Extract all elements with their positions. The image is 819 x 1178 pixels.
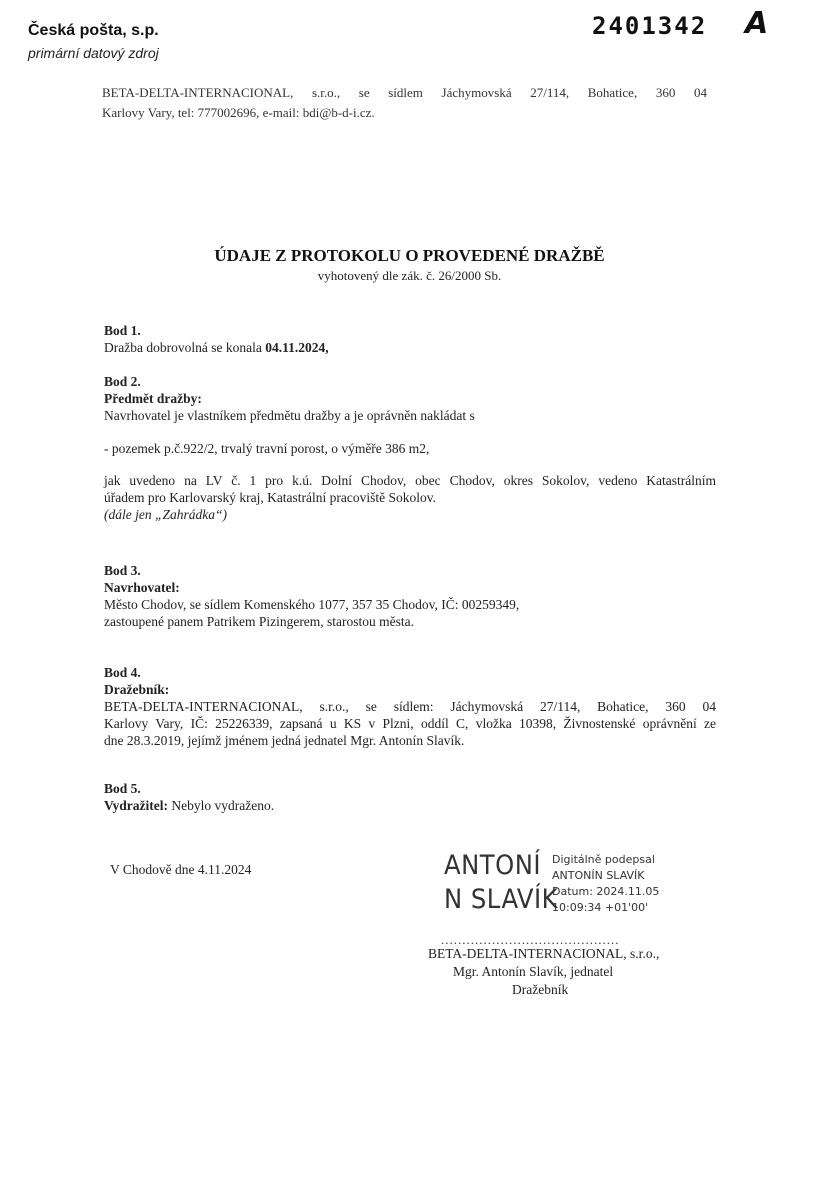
section-heading: Bod 5.: [104, 781, 141, 796]
section-heading: Bod 4.: [104, 665, 141, 680]
auctioneer-line-1: BETA-DELTA-INTERNACIONAL, s.r.o., se sídlem: Jáchymovská 27/114, Bohatice, 360 04: [104, 699, 716, 714]
data-source-label: primární datový zdroj: [28, 45, 159, 61]
signature-person: Mgr. Antonín Slavík, jednatel: [453, 964, 614, 979]
letterhead-line-1: BETA-DELTA-INTERNACIONAL, s.r.o., se sídlem Jáchymovská 27/114, Bohatice, 360 04: [102, 85, 707, 100]
signature-name-line-1: ANTONÍ: [444, 850, 542, 881]
section-subheading: Dražebník:: [104, 682, 170, 697]
section-subheading: Předmět dražby:: [104, 391, 202, 406]
subject-alias: (dále jen „Zahrádka“): [104, 507, 227, 522]
signature-name-line-2: N SLAVÍK: [444, 884, 559, 915]
signature-info-4: 10:09:34 +01'00': [552, 901, 649, 914]
buyer-value: Nebylo vydraženo.: [168, 798, 275, 813]
ceska-posta-label: Česká pošta, s.p.: [28, 22, 159, 39]
subject-description: [104, 472, 716, 523]
section-heading: Bod 3.: [104, 563, 141, 578]
auction-date: 04.11.2024,: [265, 340, 329, 355]
document-number-mark: A: [745, 6, 769, 41]
signature-company: BETA-DELTA-INTERNACIONAL, s.r.o.,: [428, 946, 660, 961]
section-heading: Bod 1.: [104, 323, 141, 338]
section-bod-4: [104, 664, 716, 749]
section-bod-2: [104, 373, 716, 424]
subject-intro: Navrhovatel je vlastníkem předmětu dražby a je oprávněn nakládat s: [104, 408, 475, 423]
proposer-line-2: zastoupené panem Patrikem Pizingerem, starostou města.: [104, 614, 415, 629]
proposer-line-1: Město Chodov, se sídlem Komenského 1077, 357 35 Chodov, IČ: 00259349,: [104, 597, 520, 612]
section-bod-5: [104, 780, 716, 814]
subject-desc-line-1: jak uvedeno na LV č. 1 pro k.ú. Dolní Chodov, obec Chodov, okres Sokolov, vedeno Katastrálním: [104, 473, 716, 488]
section-text: [104, 339, 716, 356]
subject-desc-line-2: úřadem pro Karlovarský kraj, Katastrální pracoviště Sokolov.: [104, 490, 437, 505]
place-date: V Chodově dne 4.11.2024: [110, 862, 252, 877]
signature-dotted-line: ..........................................: [441, 932, 620, 947]
subject-item: - pozemek p.č.922/2, trvalý travní porost, o výměře 386 m2,: [104, 441, 430, 456]
auctioneer-line-3: dne 28.3.2019, jejímž jménem jedná jednatel Mgr. Antonín Slavík.: [104, 733, 465, 748]
signature-role: Dražebník: [512, 982, 569, 997]
letterhead-line-2: Karlovy Vary, tel: 777002696, e-mail: bdi@b-d-i.cz.: [102, 105, 375, 120]
document-subtitle: vyhotovený dle zák. č. 26/2000 Sb.: [317, 268, 502, 283]
section-subheading: Navrhovatel:: [104, 580, 180, 595]
section-heading: Bod 2.: [104, 374, 141, 389]
signature-info-3: Datum: 2024.11.05: [552, 885, 660, 898]
document-title: ÚDAJE Z PROTOKOLU O PROVEDENÉ DRAŽBĚ: [214, 246, 605, 265]
signature-info-2: ANTONÍN SLAVÍK: [552, 869, 645, 882]
section-bod-1: [104, 322, 716, 356]
buyer-label: Vydražitel:: [104, 798, 168, 813]
auction-text: Dražba dobrovolná se konala: [104, 340, 266, 355]
signature-info-1: Digitálně podepsal: [552, 853, 655, 866]
section-bod-3: [104, 562, 716, 630]
auctioneer-line-2: Karlovy Vary, IČ: 25226339, zapsaná u KS v Plzni, oddíl C, vložka 10398, Živnostenské oprávnění ze: [104, 716, 716, 731]
buyer-line: [104, 797, 716, 814]
document-number: 2401342: [592, 12, 708, 40]
